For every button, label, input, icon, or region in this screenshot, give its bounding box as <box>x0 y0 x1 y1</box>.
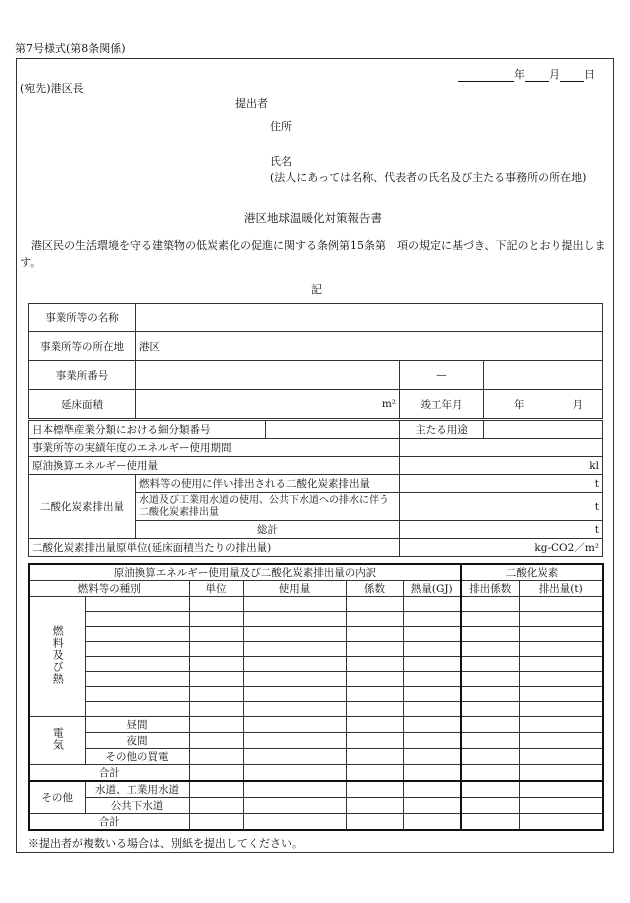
emission-total-label: 総計 <box>136 521 400 539</box>
industry-code-label: 日本標準産業分類における細分類番号 <box>29 421 266 439</box>
date-day-label: 日 <box>584 68 595 81</box>
elec-day-heat[interactable] <box>403 717 461 733</box>
main-use-input[interactable] <box>484 421 603 439</box>
water-emission-input[interactable] <box>400 493 603 521</box>
completion-year: 年 <box>514 398 525 411</box>
elec-other-coef[interactable] <box>346 749 403 765</box>
fuel-row-1-emit-coef[interactable] <box>461 597 519 612</box>
elec-night-emission[interactable] <box>519 733 603 749</box>
fuel-row-2-emit-coef[interactable] <box>461 612 519 627</box>
date-month-label: 月 <box>549 68 560 81</box>
elec-other-heat[interactable] <box>403 749 461 765</box>
fuel-row-5-heat[interactable] <box>403 657 461 672</box>
facility-location-label: 事業所等の所在地 <box>29 332 136 361</box>
other-water-usage[interactable] <box>243 781 346 798</box>
fuel-row-8-type[interactable] <box>85 702 189 717</box>
fuel-row-7-emit-coef[interactable] <box>461 687 519 702</box>
energy-subtotal-unit[interactable] <box>189 765 243 782</box>
elec-other-emission[interactable] <box>519 749 603 765</box>
fuel-row-3-heat[interactable] <box>403 627 461 642</box>
energy-subtotal-usage[interactable] <box>243 765 346 782</box>
completion-label: 竣工年月 <box>400 390 484 419</box>
elec-night-unit[interactable] <box>189 733 243 749</box>
fuel-row-5-emit-coef[interactable] <box>461 657 519 672</box>
fuel-row-7-heat[interactable] <box>403 687 461 702</box>
elec-other-usage[interactable] <box>243 749 346 765</box>
fuel-row-4-unit[interactable] <box>189 642 243 657</box>
fuel-row-3-unit[interactable] <box>189 627 243 642</box>
breakdown-section-left: 原油換算エネルギー使用量及び二酸化炭素排出量の内訳 <box>29 564 461 581</box>
other-subtotal-coef[interactable] <box>346 814 403 831</box>
floor-area-input[interactable] <box>136 390 400 419</box>
other-subtotal-emit-coef[interactable] <box>461 814 519 831</box>
col-coef: 係数 <box>346 581 403 597</box>
elec-night-emit-coef[interactable] <box>461 733 519 749</box>
elec-group-label: 電気 <box>51 727 65 751</box>
other-sewer-unit[interactable] <box>189 798 243 814</box>
elec-day-coef[interactable] <box>346 717 403 733</box>
elec-group <box>29 717 85 765</box>
other-water-emit-coef[interactable] <box>461 781 519 798</box>
energy-subtotal-coef[interactable] <box>346 765 403 782</box>
energy-subtotal-emit-coef[interactable] <box>461 765 519 782</box>
fuel-row-3-coef[interactable] <box>346 627 403 642</box>
fuel-row-4-usage[interactable] <box>243 642 346 657</box>
t-unit-2: t <box>594 500 599 513</box>
facility-number-dash[interactable] <box>400 361 484 390</box>
elec-day-usage[interactable] <box>243 717 346 733</box>
year-field[interactable] <box>458 69 514 82</box>
fuel-row-1-type[interactable] <box>85 597 189 612</box>
other-sewer-label: 公共下水道 <box>85 798 189 814</box>
fuel-row-3-emission[interactable] <box>519 627 603 642</box>
elec-other-emit-coef[interactable] <box>461 749 519 765</box>
other-group-label: その他 <box>29 781 85 814</box>
fuel-row-3-usage[interactable] <box>243 627 346 642</box>
fuel-row-1-usage[interactable] <box>243 597 346 612</box>
intensity-label: 二酸化炭素排出量原単位(延床面積当たりの排出量) <box>29 539 400 557</box>
fuel-row-6-unit[interactable] <box>189 672 243 687</box>
fuel-row-2-unit[interactable] <box>189 612 243 627</box>
fuel-row-7-unit[interactable] <box>189 687 243 702</box>
kl-unit: kl <box>589 459 599 472</box>
fuel-row-2-usage[interactable] <box>243 612 346 627</box>
fuel-row-2-heat[interactable] <box>403 612 461 627</box>
fuel-emission-input[interactable] <box>400 475 603 493</box>
intro-paragraph: 港区民の生活環境を守る建築物の低炭素化の促進に関する条例第15条第 項の規定に基づき、下記のとおり提出します。 <box>20 239 606 269</box>
other-water-emission[interactable] <box>519 781 603 798</box>
document-title: 港区地球温暖化対策報告書 <box>244 211 382 225</box>
name-label: 氏名 <box>270 155 292 168</box>
elec-daytime-label: 昼間 <box>85 717 189 733</box>
fuel-row-4-emit-coef[interactable] <box>461 642 519 657</box>
fuel-row-6-type[interactable] <box>85 672 189 687</box>
fuel-row-2-coef[interactable] <box>346 612 403 627</box>
fuel-row-3-emit-coef[interactable] <box>461 627 519 642</box>
fuel-row-1-unit[interactable] <box>189 597 243 612</box>
other-subtotal-usage[interactable] <box>243 814 346 831</box>
col-emission: 排出量(t) <box>519 581 603 597</box>
fuel-row-1-heat[interactable] <box>403 597 461 612</box>
t-unit-1: t <box>594 477 599 490</box>
t-unit-3: t <box>594 523 599 536</box>
fuel-row-8-heat[interactable] <box>403 702 461 717</box>
facility-number-input[interactable] <box>136 361 400 390</box>
addressee: (宛先)港区長 <box>20 82 84 95</box>
fuel-row-4-heat[interactable] <box>403 642 461 657</box>
fuel-row-5-unit[interactable] <box>189 657 243 672</box>
facility-name-input[interactable] <box>136 304 603 332</box>
breakdown-section-right: 二酸化炭素 <box>461 564 603 581</box>
fuel-row-7-type[interactable] <box>85 687 189 702</box>
day-field[interactable] <box>560 69 584 82</box>
facility-number-label: 事業所番号 <box>29 361 136 390</box>
name-note: (法人にあっては名称、代表者の氏名及び主たる事務所の所在地) <box>270 171 587 184</box>
fuel-row-5-type[interactable] <box>85 657 189 672</box>
col-usage: 使用量 <box>243 581 346 597</box>
industry-code-input[interactable] <box>266 421 400 439</box>
fuel-row-6-usage[interactable] <box>243 672 346 687</box>
fuel-row-8-usage[interactable] <box>243 702 346 717</box>
location-value: 港区 <box>139 340 160 353</box>
crude-energy-input[interactable] <box>400 457 603 475</box>
intensity-unit: kg-CO2／m² <box>534 542 599 554</box>
other-sewer-emission[interactable] <box>519 798 603 814</box>
emission-total-input[interactable] <box>400 521 603 539</box>
elec-day-emission[interactable] <box>519 717 603 733</box>
other-subtotal-heat[interactable] <box>403 814 461 831</box>
fuel-row-4-type[interactable] <box>85 642 189 657</box>
other-sewer-coef[interactable] <box>346 798 403 814</box>
col-fuel-type: 燃料等の種別 <box>29 581 189 597</box>
fuel-row-8-emit-coef[interactable] <box>461 702 519 717</box>
completion-month: 月 <box>572 398 583 411</box>
fuel-row-6-emission[interactable] <box>519 672 603 687</box>
address-label: 住所 <box>270 120 292 133</box>
energy-subtotal-emission[interactable] <box>519 765 603 782</box>
elec-night-usage[interactable] <box>243 733 346 749</box>
co2-emission-label: 二酸化炭素排出量 <box>29 475 136 539</box>
area-unit: m² <box>381 398 396 410</box>
elec-night-coef[interactable] <box>346 733 403 749</box>
other-sewer-heat[interactable] <box>403 798 461 814</box>
date-year-label: 年 <box>514 68 525 81</box>
other-sewer-emit-coef[interactable] <box>461 798 519 814</box>
facility-name-label: 事業所等の名称 <box>29 304 136 332</box>
main-use-label: 主たる用途 <box>400 421 484 439</box>
elec-other-unit[interactable] <box>189 749 243 765</box>
crude-energy-label: 原油換算エネルギー使用量 <box>29 457 400 475</box>
other-subtotal-label: 合計 <box>29 814 189 831</box>
fuel-group-label: 燃料及び熱 <box>51 625 65 685</box>
water-emission-label: 水道及び工業用水道の使用、公共下水道への排水に伴う二酸化炭素排出量 <box>136 493 400 521</box>
fuel-row-8-emission[interactable] <box>519 702 603 717</box>
fuel-row-4-emission[interactable] <box>519 642 603 657</box>
fuel-row-5-coef[interactable] <box>346 657 403 672</box>
intensity-input[interactable] <box>400 539 603 557</box>
elec-day-emit-coef[interactable] <box>461 717 519 733</box>
col-heat: 熱量(GJ) <box>403 581 461 597</box>
fuel-emission-label: 燃料等の使用に伴い排出される二酸化炭素排出量 <box>136 475 400 493</box>
fuel-row-6-heat[interactable] <box>403 672 461 687</box>
form-number: 第7号様式(第8条関係) <box>15 42 126 55</box>
ki-label: 記 <box>311 283 322 296</box>
info-table <box>28 303 603 419</box>
breakdown-table <box>28 563 604 831</box>
fuel-row-2-emission[interactable] <box>519 612 603 627</box>
energy-period-label: 事業所等の実績年度のエネルギー使用期間 <box>29 439 400 457</box>
elec-day-unit[interactable] <box>189 717 243 733</box>
fuel-row-5-emission[interactable] <box>519 657 603 672</box>
other-subtotal-unit[interactable] <box>189 814 243 831</box>
fuel-row-4-coef[interactable] <box>346 642 403 657</box>
other-water-coef[interactable] <box>346 781 403 798</box>
elec-night-heat[interactable] <box>403 733 461 749</box>
energy-subtotal-label: 合計 <box>29 765 189 782</box>
fuel-group <box>29 597 85 717</box>
footer-note: ※提出者が複数いる場合は、別紙を提出してください。 <box>28 837 303 850</box>
facility-number-suffix[interactable] <box>484 361 603 390</box>
completion-input[interactable] <box>484 390 603 419</box>
other-water-heat[interactable] <box>403 781 461 798</box>
other-sewer-usage[interactable] <box>243 798 346 814</box>
col-emit-coef: 排出係数 <box>461 581 519 597</box>
info-table-2 <box>28 420 603 557</box>
fuel-row-1-coef[interactable] <box>346 597 403 612</box>
fuel-row-1-emission[interactable] <box>519 597 603 612</box>
fuel-row-7-coef[interactable] <box>346 687 403 702</box>
fuel-row-5-usage[interactable] <box>243 657 346 672</box>
fuel-row-3-type[interactable] <box>85 627 189 642</box>
facility-location-input[interactable] <box>136 332 603 361</box>
dash-text: — <box>436 369 447 381</box>
floor-area-label: 延床面積 <box>29 390 136 419</box>
energy-subtotal-heat[interactable] <box>403 765 461 782</box>
fuel-row-6-emit-coef[interactable] <box>461 672 519 687</box>
fuel-row-7-emission[interactable] <box>519 687 603 702</box>
month-field[interactable] <box>525 69 549 82</box>
fuel-row-7-usage[interactable] <box>243 687 346 702</box>
col-unit: 単位 <box>189 581 243 597</box>
fuel-row-2-type[interactable] <box>85 612 189 627</box>
fuel-row-6-coef[interactable] <box>346 672 403 687</box>
date-line <box>458 66 595 82</box>
other-subtotal-emission[interactable] <box>519 814 603 831</box>
elec-other-label: その他の買電 <box>85 749 189 765</box>
fuel-row-8-coef[interactable] <box>346 702 403 717</box>
elec-night-label: 夜間 <box>85 733 189 749</box>
fuel-row-8-unit[interactable] <box>189 702 243 717</box>
other-water-unit[interactable] <box>189 781 243 798</box>
other-water-label: 水道、工業用水道 <box>85 781 189 798</box>
energy-period-input[interactable] <box>400 439 603 457</box>
submitter-label: 提出者 <box>235 97 268 110</box>
